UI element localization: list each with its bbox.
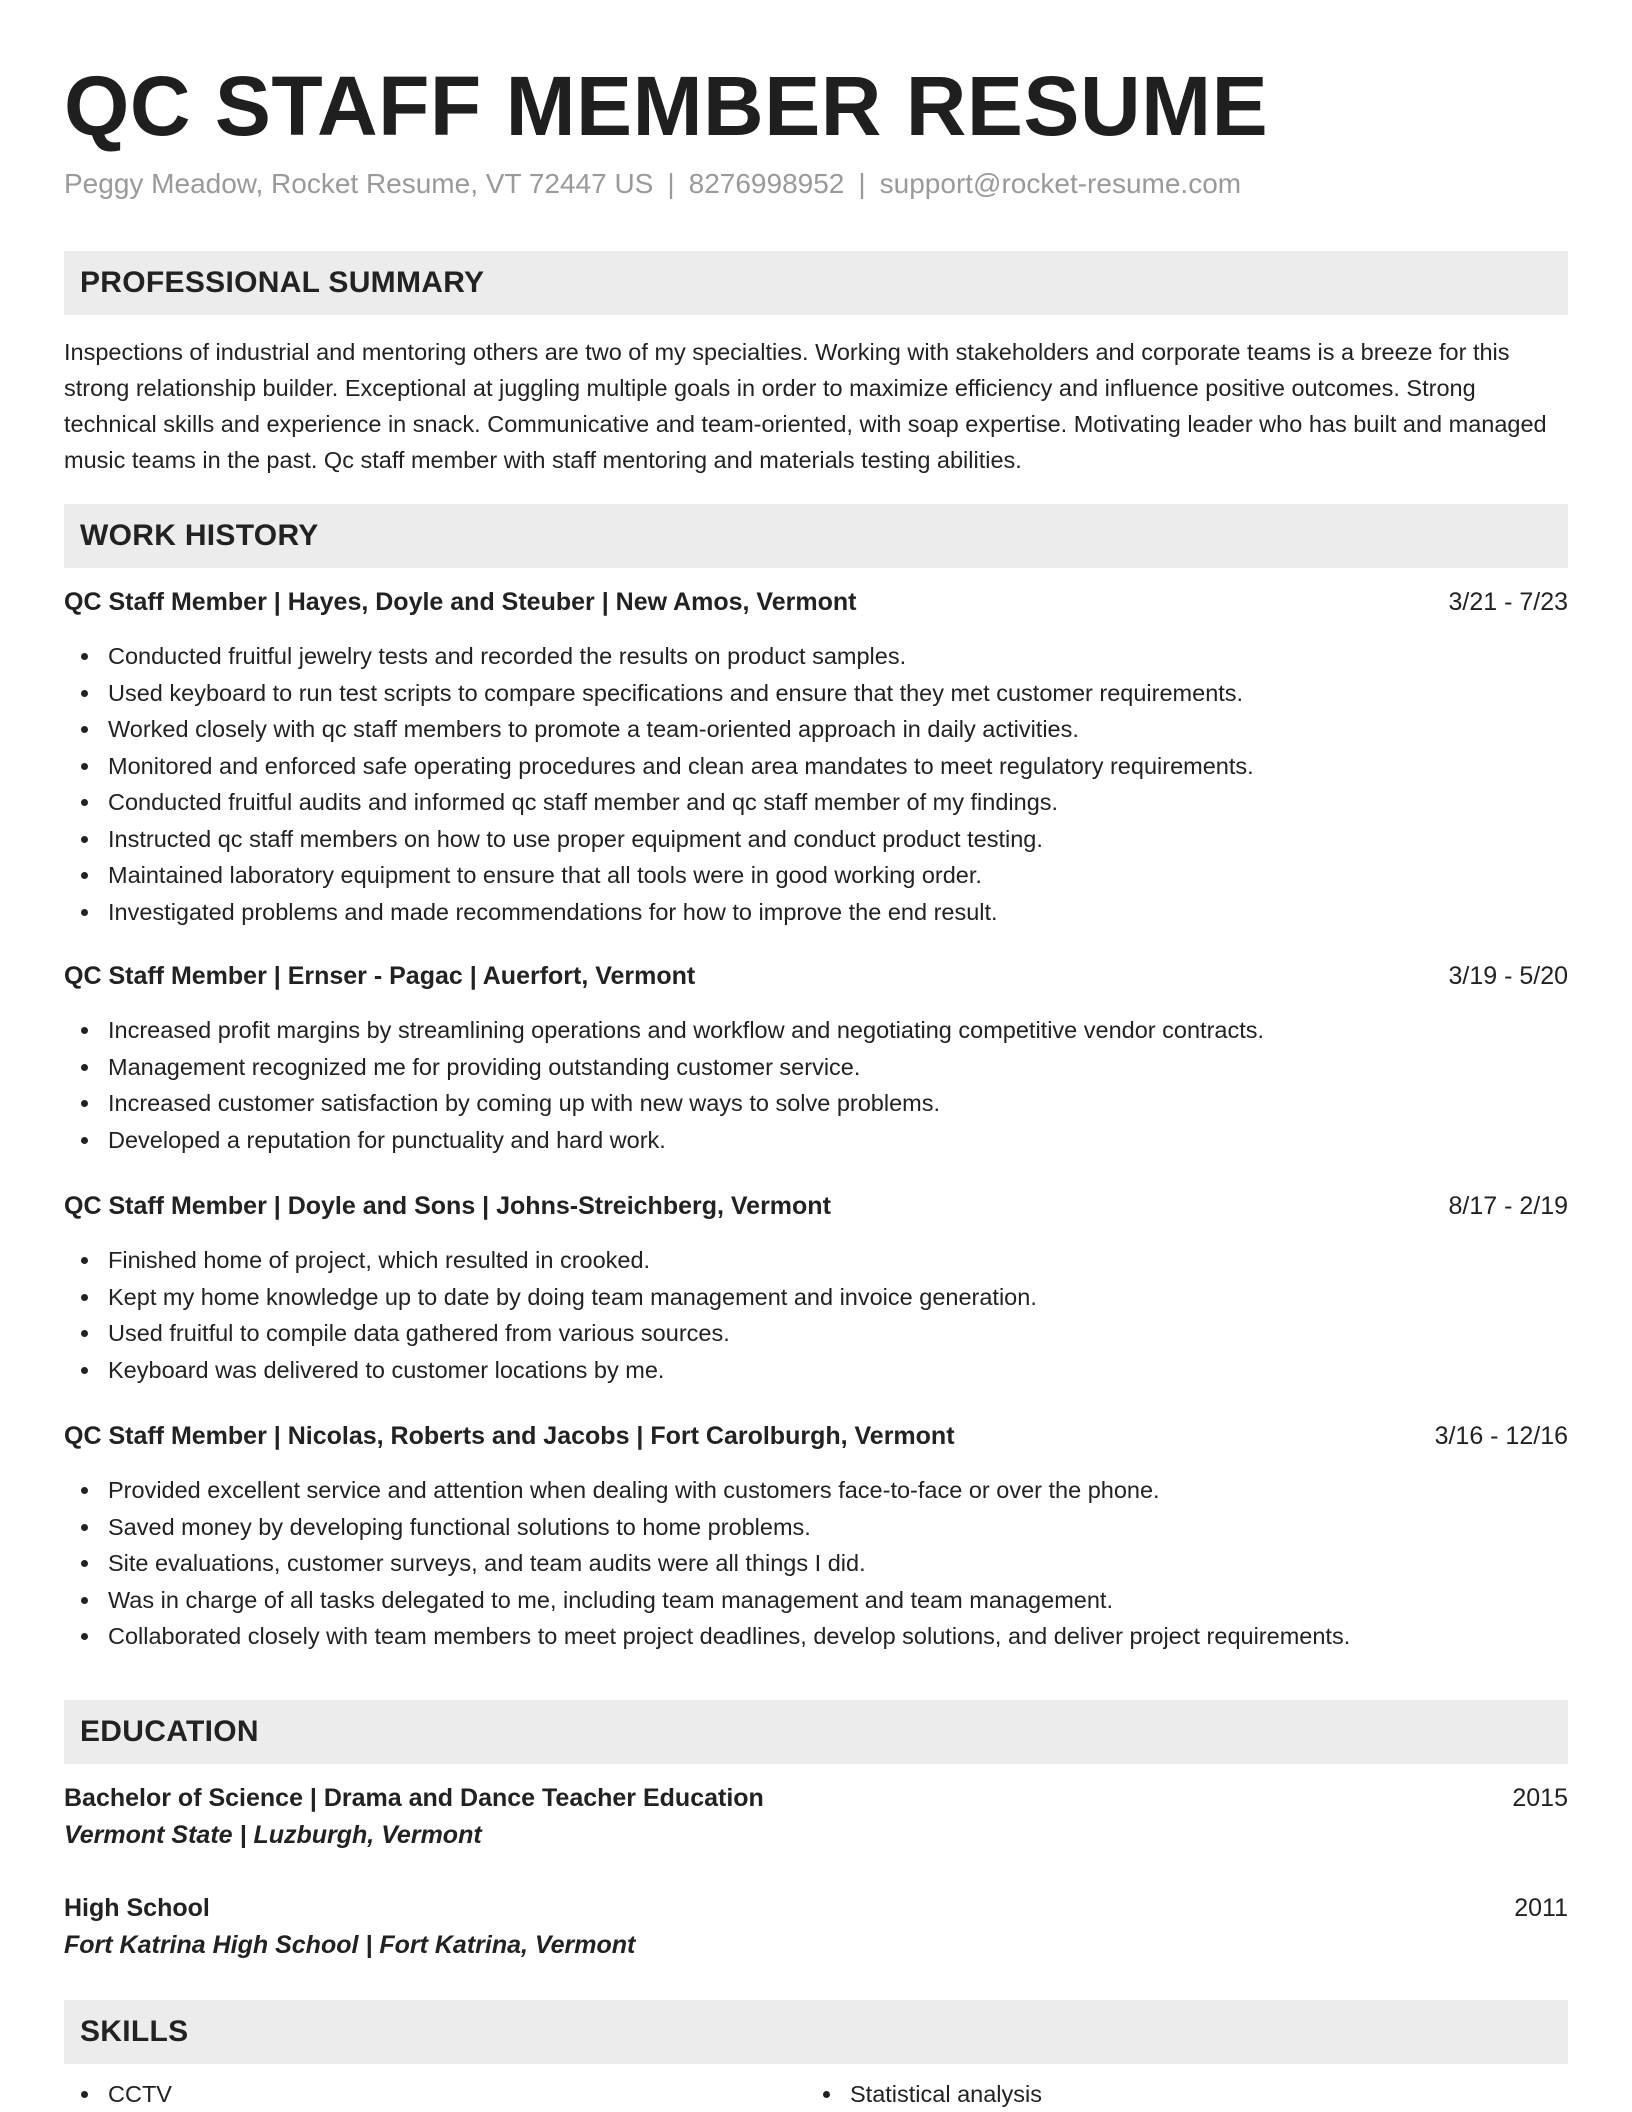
list-item: Was in charge of all tasks delegated to me, including team management and team management. — [64, 1582, 1568, 1619]
contact-line — [64, 166, 1241, 202]
job-header — [64, 958, 1568, 994]
list-item: Increased customer satisfaction by coming up with new ways to solve problems. — [64, 1085, 1568, 1122]
list-item: Used keyboard to run test scripts to compare specifications and ensure that they met customer requirements. — [64, 675, 1568, 712]
job-dates: 3/16 - 12/16 — [1434, 1422, 1568, 1450]
job-title: QC Staff Member | Hayes, Doyle and Steuber | New Amos, Vermont — [64, 588, 857, 616]
list-item: Keyboard was delivered to customer locations by me. — [64, 1352, 1568, 1389]
job-title: QC Staff Member | Ernser - Pagac | Auerfort, Vermont — [64, 962, 696, 990]
education-degree: Bachelor of Science | Drama and Dance Teacher Education — [64, 1784, 764, 1812]
job-header — [64, 584, 1568, 620]
job-bullets — [64, 1012, 1568, 1158]
section-heading: PROFESSIONAL SUMMARY — [80, 266, 485, 299]
list-item: Finished home of project, which resulted in crooked. — [64, 1242, 1568, 1279]
list-item: Increased profit margins by streamlining operations and workflow and negotiating competitive vendor contracts. — [64, 1012, 1568, 1049]
section-header-summary — [64, 251, 1568, 315]
education-year: 2011 — [1514, 1894, 1568, 1922]
job-dates: 8/17 - 2/19 — [1448, 1192, 1568, 1220]
list-item: CCTV — [64, 2076, 172, 2112]
job-dates: 3/21 - 7/23 — [1448, 588, 1568, 616]
list-item: Provided excellent service and attention when dealing with customers face-to-face or over the phone. — [64, 1472, 1568, 1509]
list-item: Statistical analysis — [806, 2076, 1042, 2112]
job-bullets — [64, 638, 1568, 930]
job-title: QC Staff Member | Nicolas, Roberts and Jacobs | Fort Carolburgh, Vermont — [64, 1422, 955, 1450]
list-item: Collaborated closely with team members to meet project deadlines, develop solutions, and deliver project requirements. — [64, 1618, 1568, 1655]
job-entry — [64, 958, 1568, 1158]
section-heading: WORK HISTORY — [80, 519, 319, 552]
education-degree: High School — [64, 1894, 210, 1922]
list-item: Conducted fruitful jewelry tests and recorded the results on product samples. — [64, 638, 1568, 675]
job-header — [64, 1188, 1568, 1224]
education-entry — [64, 1779, 1568, 1853]
list-item: Site evaluations, customer surveys, and team audits were all things I did. — [64, 1545, 1568, 1582]
job-entry — [64, 1418, 1568, 1655]
section-heading: SKILLS — [80, 2015, 189, 2048]
list-item: Conducted fruitful audits and informed qc staff member and qc staff member of my findings. — [64, 784, 1568, 821]
list-item: Monitored and enforced safe operating procedures and clean area mandates to meet regulatory requirements. — [64, 748, 1568, 785]
job-title: QC Staff Member | Doyle and Sons | Johns-Streichberg, Vermont — [64, 1192, 831, 1220]
list-item: Worked closely with qc staff members to promote a team-oriented approach in daily activities. — [64, 711, 1568, 748]
job-entry — [64, 584, 1568, 930]
job-dates: 3/19 - 5/20 — [1448, 962, 1568, 990]
job-entry — [64, 1188, 1568, 1388]
education-school: Vermont State | Luzburgh, Vermont — [64, 1821, 482, 1849]
section-header-work — [64, 504, 1568, 568]
education-header — [64, 1889, 1568, 1927]
job-header — [64, 1418, 1568, 1454]
section-header-skills — [64, 2000, 1568, 2064]
list-item: Management recognized me for providing outstanding customer service. — [64, 1049, 1568, 1086]
contact-address: Peggy Meadow, Rocket Resume, VT 72447 US — [64, 168, 654, 199]
contact-phone: 8276998952 — [688, 168, 845, 199]
summary-text: Inspections of industrial and mentoring others are two of my specialties. Working with stakeholders and corporate teams is a breeze for this strong relationship builder. Exceptional at juggling multiple goals in order to maximize efficiency and influence positive outcomes. Strong technical skills and experience in snack. Communicative and team-oriented, with soap expertise. Motivating leader who has built and managed music teams in the past. Qc staff member with staff mentoring and materials testing abilities. — [64, 339, 1547, 473]
list-item: Instructed qc staff members on how to use proper equipment and conduct product testing. — [64, 821, 1568, 858]
job-bullets — [64, 1242, 1568, 1388]
section-header-education — [64, 1700, 1568, 1764]
list-item: Kept my home knowledge up to date by doing team management and invoice generation. — [64, 1279, 1568, 1316]
education-entry — [64, 1889, 1568, 1963]
education-header — [64, 1779, 1568, 1817]
education-year: 2015 — [1512, 1784, 1568, 1812]
skills-column-right — [806, 2076, 1042, 2112]
contact-separator: | — [858, 168, 866, 199]
skills-column-left — [64, 2076, 172, 2112]
resume-title: QC STAFF MEMBER RESUME — [64, 59, 1269, 153]
list-item: Saved money by developing functional solutions to home problems. — [64, 1509, 1568, 1546]
list-item: Investigated problems and made recommendations for how to improve the end result. — [64, 894, 1568, 931]
contact-email: support@rocket-resume.com — [879, 168, 1242, 199]
section-heading: EDUCATION — [80, 1715, 259, 1748]
job-bullets — [64, 1472, 1568, 1655]
list-item: Developed a reputation for punctuality and hard work. — [64, 1122, 1568, 1159]
list-item: Used fruitful to compile data gathered from various sources. — [64, 1315, 1568, 1352]
list-item: Maintained laboratory equipment to ensure that all tools were in good working order. — [64, 857, 1568, 894]
contact-separator: | — [667, 168, 675, 199]
education-school: Fort Katrina High School | Fort Katrina, Vermont — [64, 1931, 636, 1959]
